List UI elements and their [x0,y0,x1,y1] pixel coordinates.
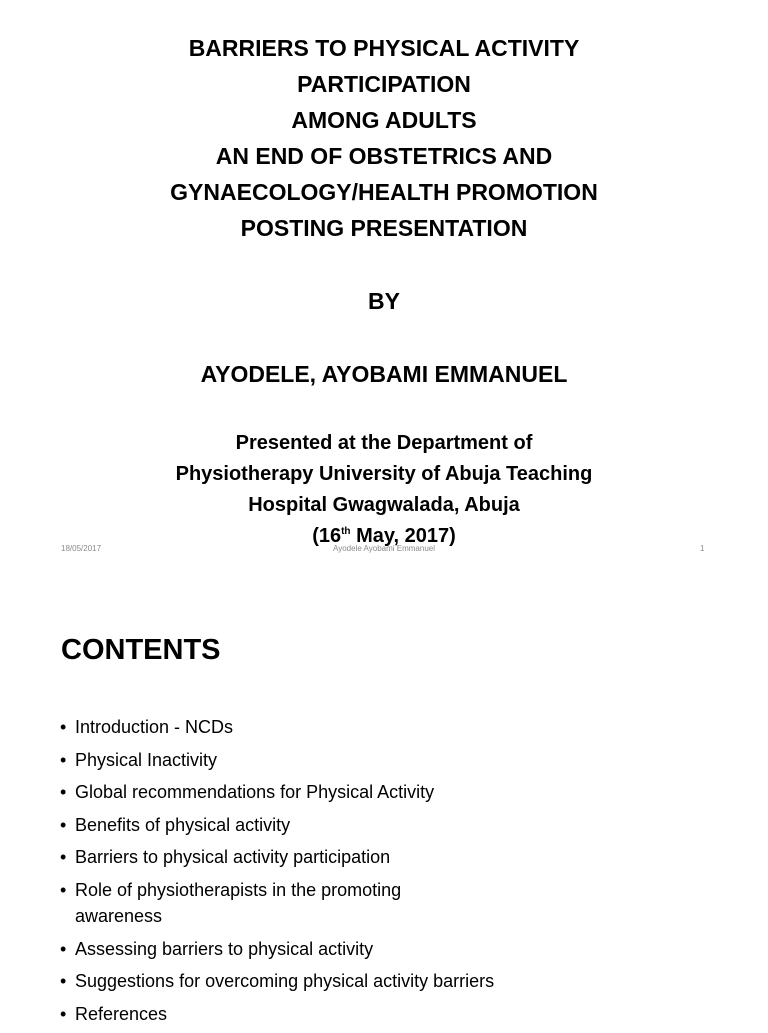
list-item-text: Suggestions for overcoming physical activity barriers [75,971,495,992]
list-item-text: References [75,1003,168,1024]
title-line-4: AN END OF OBSTETRICS AND [215,143,553,169]
title-line-2: PARTICIPATION [297,71,471,97]
bullet-icon: • [60,879,67,900]
presented-line-1: Presented at the Department of [235,432,533,454]
list-item [60,1001,720,1027]
title-line-3: AMONG ADULTS [291,107,477,133]
author-name: AYODELE, AYOBAMI EMMANUEL [200,361,568,387]
list-item [60,844,720,870]
list-item-text: Role of physiotherapists in the promoting awareness [75,879,402,926]
list-item-text: Barriers to physical activity participation [75,847,391,868]
date-suffix: May, 2017) [350,525,456,547]
list-item-text: Introduction - NCDs [75,717,234,737]
list-item [60,779,720,805]
footer-date: 18/05/2017 [61,544,102,553]
bullet-icon: • [60,717,67,737]
presented-line-2: Physiotherapy University of Abuja Teaching [175,463,593,485]
date-superscript: th [341,526,351,537]
bullet-icon: • [60,938,67,959]
footer-page-number: 1 [700,544,705,553]
title-line-5: GYNAECOLOGY/HEALTH PROMOTION [170,179,598,205]
bullet-icon: • [60,1003,67,1024]
date-prefix: (16 [312,525,342,547]
presented-line-3: Hospital Gwagwalada, Abuja [248,494,520,516]
by-label: BY [368,288,400,314]
list-item [60,936,720,962]
bullet-icon: • [60,749,67,770]
presented-at-block [0,428,768,552]
contents-slide [0,576,768,1024]
list-item-text: Assessing barriers to physical activity [75,938,374,959]
list-item [60,812,720,838]
list-item [60,877,475,929]
list-item [60,714,720,740]
bullet-icon: • [60,814,67,835]
list-item [60,747,720,773]
bullet-icon: • [60,782,67,803]
list-item-text: Global recommendations for Physical Activity [75,782,435,803]
bullet-icon: • [60,971,67,992]
footer-author: Ayodele Ayobami Emmanuel [333,544,435,553]
presentation-title [0,30,768,246]
title-line-1: BARRIERS TO PHYSICAL ACTIVITY [188,35,580,61]
contents-title: CONTENTS [61,634,221,666]
list-item-text: Benefits of physical activity [75,814,291,835]
list-item-text: Physical Inactivity [75,749,218,770]
bullet-icon: • [60,847,67,868]
contents-list [60,714,720,1033]
list-item [60,968,720,994]
title-line-6: POSTING PRESENTATION [240,215,528,241]
